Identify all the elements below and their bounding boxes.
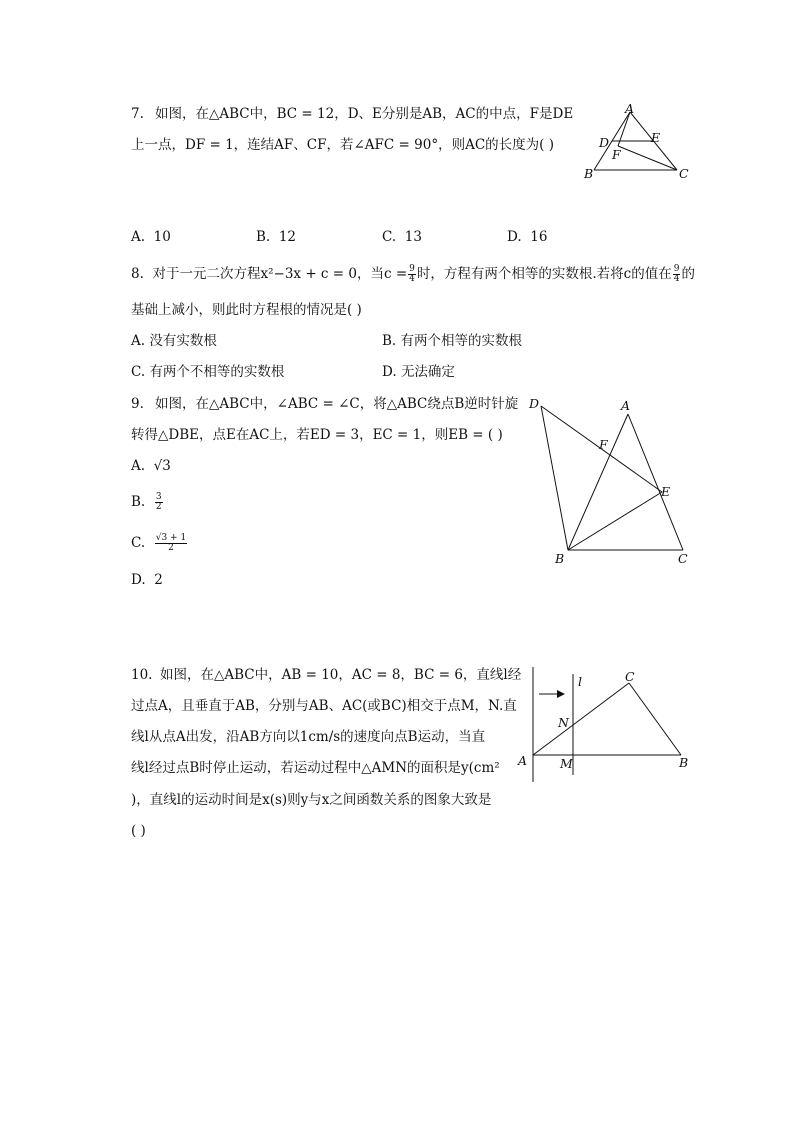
q9-seg-db	[541, 406, 568, 550]
q10-line-1: 如图，在△ABC中，AB = 10，AC = 8，BC = 6，直线l经	[160, 667, 522, 683]
q8-line-2: 基础上减小，则此时方程根的情况是( )	[131, 302, 362, 318]
q10-line-3: 线l从点A出发，沿AB方向以1cm/s的速度向点B运动，当直	[131, 729, 486, 745]
q7-option-d: D. 16	[507, 229, 548, 245]
q8-line-1: 8. 对于一元二次方程x²−3x + c = 0，当c = $\frac{9}{4}$ 时，方程有两个相等的实数根.若将c的值在 $\frac{9}{4}$ 的	[131, 264, 695, 284]
q9-number: 9.	[131, 396, 144, 412]
q8-option-b: B. 有两个相等的实数根	[382, 333, 523, 349]
q7-option-a: A. 10	[131, 229, 171, 245]
q9-option-a: A. √3	[131, 458, 171, 474]
q9-label-b: B	[555, 551, 565, 566]
q10-line-5: )，直线l的运动时间是x(s)则y与x之间函数关系的图象大致是	[131, 792, 492, 808]
q9-option-b: B. $\frac{3}{2}$	[131, 492, 162, 512]
q10-label-b: B	[679, 755, 689, 770]
q7-label-f: F	[612, 147, 621, 162]
q9-option-d: D. 2	[131, 572, 163, 588]
q10-seg-cb	[629, 683, 681, 755]
q7-option-b: B. 12	[256, 229, 296, 245]
q9-label-e: E	[661, 484, 671, 499]
q7-line-2: 上一点，DF = 1，连结AF、CF，若∠AFC = 90°，则AC的长度为( )	[131, 137, 554, 153]
q9-seg-ac	[628, 414, 683, 550]
q7-label-d: D	[599, 135, 610, 150]
q10-label-c: C	[625, 669, 635, 684]
q7-option-c: C. 13	[382, 229, 422, 245]
q7-label-e: E	[651, 130, 661, 145]
q7-label-a: A	[625, 102, 635, 116]
q9-seg-ab	[568, 414, 628, 550]
q10-line-6: ( )	[131, 823, 146, 839]
q10-figure	[512, 662, 697, 787]
q10-line-2: 过点A，且垂直于AB，分别与AB、AC(或BC)相交于点M，N.直	[131, 698, 517, 714]
q7-line-1: 如图，在△ABC中，BC = 12，D、E分别是AB，AC的中点，F是DE	[155, 106, 574, 122]
q10-label-n: N	[558, 715, 569, 730]
q8-option-d: D. 无法确定	[382, 364, 455, 380]
q8-frac-1: $\frac{9}{4}$	[409, 264, 415, 284]
q9-label-d: D	[529, 396, 540, 411]
q10-label-l: l	[578, 674, 582, 689]
q10-label-m: M	[560, 756, 573, 771]
q10-line-4: 线l经过点B时停止运动，若运动过程中△AMN的面积是y(cm²	[131, 760, 500, 776]
q9-seg-be	[568, 492, 662, 550]
q10-number: 10.	[131, 667, 153, 683]
q9-figure	[520, 392, 700, 572]
q8-number: 8.	[131, 266, 144, 282]
q9-line-2: 转得△DBE，点E在AC上，若ED = 3，EC = 1，则EB = ( )	[131, 427, 503, 443]
q9-line-1: 如图，在△ABC中，∠ABC = ∠C，将△ABC绕点B逆时针旋	[155, 396, 519, 412]
q9-label-c: C	[678, 551, 688, 566]
q7-label-c: C	[679, 166, 689, 181]
q9-option-c: C. $\frac{√3 + 1}{2}$	[131, 533, 187, 553]
q9-frac-c: $\frac{√3 + 1}{2}$	[155, 533, 187, 553]
q10-label-a: A	[518, 753, 528, 768]
q9-frac-b: $\frac{3}{2}$	[155, 492, 162, 512]
q7-figure	[580, 102, 695, 184]
q7-label-b: B	[584, 166, 594, 181]
q7-number: 7.	[131, 106, 144, 122]
q7-seg-fc	[618, 146, 677, 170]
q8-frac-2: $\frac{9}{4}$	[673, 264, 680, 284]
q9-label-f: F	[599, 437, 608, 452]
q9-label-a: A	[621, 398, 631, 413]
q8-option-a: A. 没有实数根	[131, 333, 217, 349]
q8-option-c: C. 有两个不相等的实数根	[131, 364, 285, 380]
